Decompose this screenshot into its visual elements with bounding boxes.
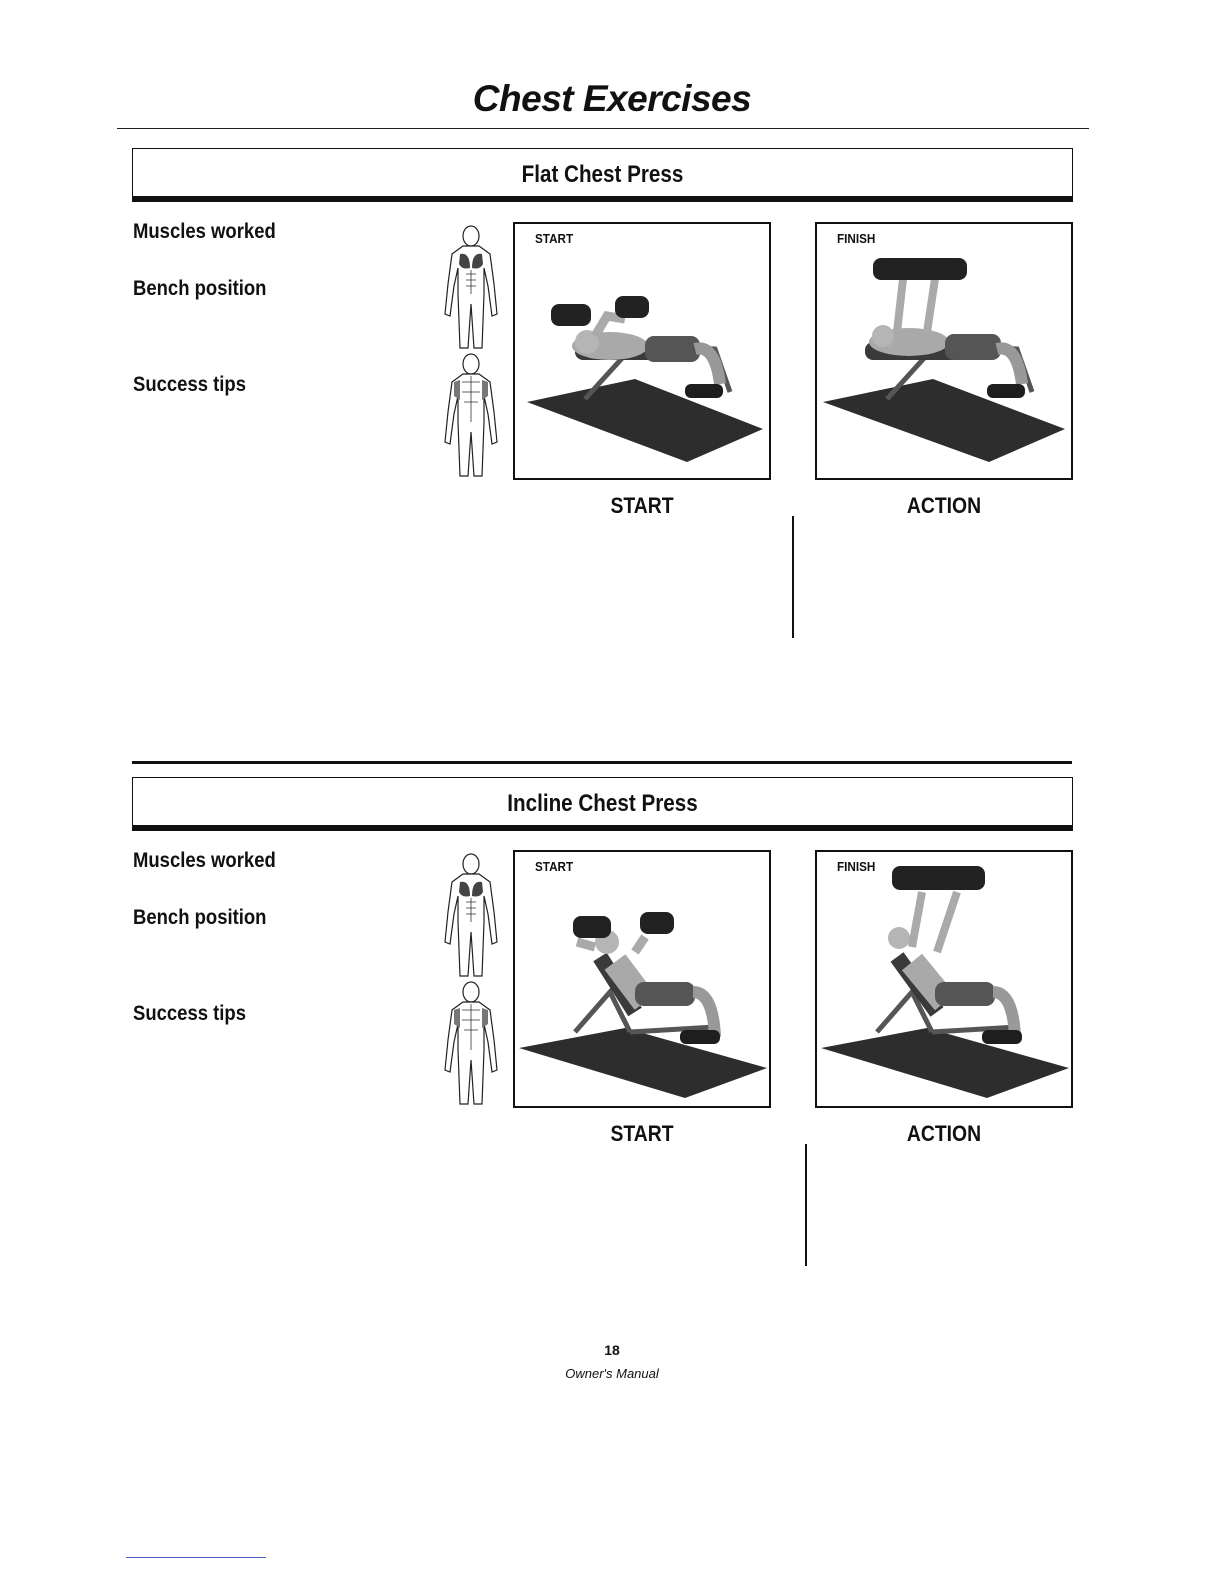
muscle-diagram-front xyxy=(440,852,502,978)
label-bench-position: Bench position xyxy=(133,906,267,929)
photo-start xyxy=(513,222,771,480)
page-number: 18 xyxy=(604,1342,620,1358)
label-muscles-worked: Muscles worked xyxy=(133,849,276,872)
section-divider xyxy=(132,761,1072,764)
title-divider xyxy=(117,128,1089,129)
caption-start: START xyxy=(610,1121,674,1146)
flat-press-finish-photo xyxy=(817,224,1071,478)
photo-tag: FINISH xyxy=(837,859,876,874)
page-title: Chest Exercises xyxy=(472,78,752,119)
photo-tag: START xyxy=(535,859,574,874)
muscle-diagram-front xyxy=(440,224,502,350)
column-divider xyxy=(805,1144,807,1266)
muscle-diagram-back xyxy=(440,352,502,478)
link-underline xyxy=(126,1557,266,1558)
label-success-tips: Success tips xyxy=(133,373,246,396)
column-divider xyxy=(792,516,794,638)
label-success-tips: Success tips xyxy=(133,1002,246,1025)
section-header xyxy=(132,148,1073,202)
photo-finish xyxy=(815,222,1073,480)
section-title: Incline Chest Press xyxy=(507,790,698,817)
photo-tag: START xyxy=(535,231,574,246)
muscle-diagram-back xyxy=(440,980,502,1106)
photo-tag: FINISH xyxy=(837,231,876,246)
flat-press-start-photo xyxy=(515,224,769,478)
caption-start: START xyxy=(610,493,674,518)
photo-start xyxy=(513,850,771,1108)
label-muscles-worked: Muscles worked xyxy=(133,220,276,243)
caption-action: ACTION xyxy=(906,493,982,518)
footer-label: Owner's Manual xyxy=(565,1366,659,1381)
caption-action: ACTION xyxy=(906,1121,982,1146)
photo-finish xyxy=(815,850,1073,1108)
section-title: Flat Chest Press xyxy=(521,161,684,188)
label-bench-position: Bench position xyxy=(133,277,267,300)
incline-press-start-photo xyxy=(515,852,769,1106)
section-header xyxy=(132,777,1073,831)
incline-press-finish-photo xyxy=(817,852,1071,1106)
